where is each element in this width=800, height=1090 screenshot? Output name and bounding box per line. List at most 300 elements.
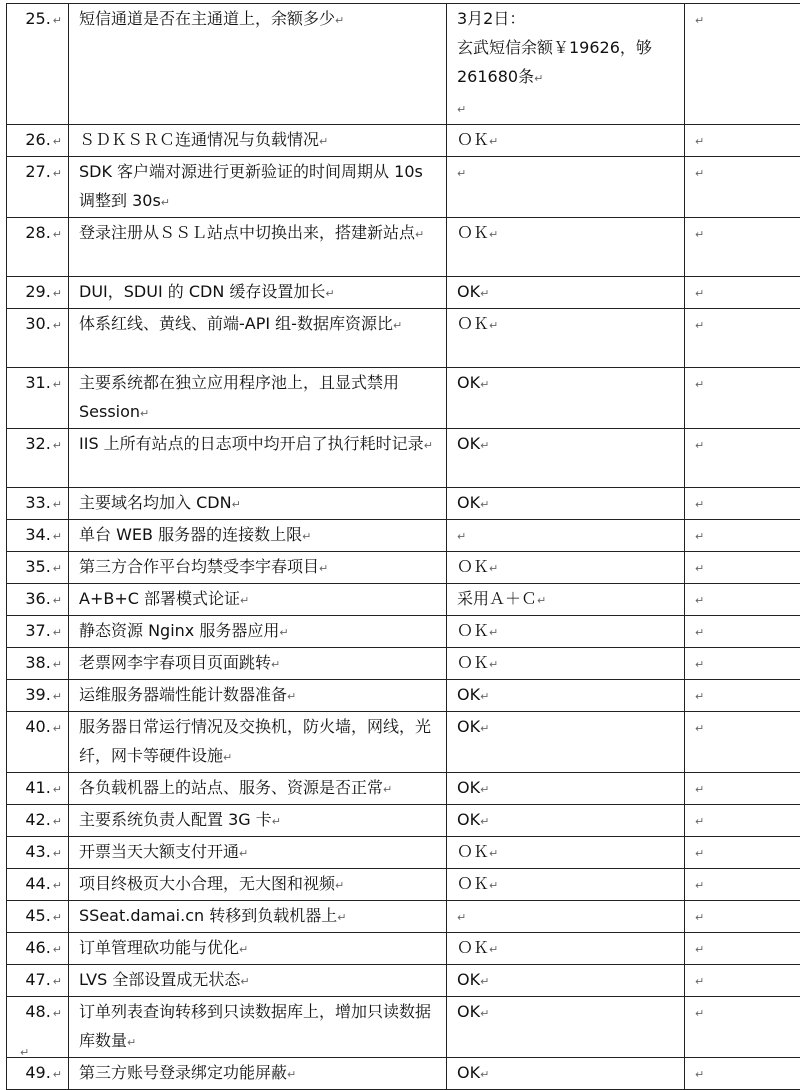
note-cell: [685, 965, 800, 997]
paragraph-mark: ↵: [53, 228, 62, 241]
paragraph-mark: ↵: [457, 530, 466, 543]
status-text: ＯＫ: [457, 938, 489, 957]
table-row: [7, 1058, 800, 1090]
paragraph-mark: ↵: [695, 975, 704, 988]
check-item-cell: [69, 901, 447, 933]
paragraph-mark: ↵: [695, 626, 704, 639]
paragraph-mark: ↵: [53, 658, 62, 671]
paragraph-mark: ↵: [53, 911, 62, 924]
row-number: 33.: [21, 488, 51, 517]
check-item-text: 第三方账号登录绑定功能屏蔽: [79, 1063, 287, 1082]
row-number: 47.: [21, 965, 51, 994]
table-row: [7, 805, 800, 837]
table-row: [7, 837, 800, 869]
row-number: 29.: [21, 277, 51, 306]
note-cell: [685, 368, 800, 429]
table-row: [7, 157, 800, 218]
check-item-text: 第三方合作平台均禁受李宇春项目: [79, 557, 319, 576]
paragraph-mark: ↵: [53, 135, 62, 148]
status-cell: [447, 4, 685, 125]
paragraph-mark: ↵: [537, 594, 546, 607]
paragraph-mark: ↵: [53, 943, 62, 956]
row-number: 31.: [21, 368, 51, 397]
status-text: OK: [457, 373, 480, 392]
check-item-text: 静态资源 Nginx 服务器应用: [79, 621, 279, 640]
paragraph-mark: ↵: [695, 943, 704, 956]
paragraph-mark: ↵: [319, 135, 328, 148]
paragraph-mark: ↵: [480, 722, 489, 735]
row-number-cell: [7, 125, 69, 157]
row-number: 36.: [21, 584, 51, 613]
status-text: OK: [457, 282, 480, 301]
check-item-cell: [69, 552, 447, 584]
paragraph-mark: ↵: [53, 722, 62, 735]
status-cell: [447, 648, 685, 680]
row-number: 49.: [21, 1058, 51, 1087]
check-item-text: SSeat.damai.cn 转移到负载机器上: [79, 906, 337, 925]
status-cell: [447, 368, 685, 429]
row-number: 40.: [21, 712, 51, 741]
check-item-cell: [69, 805, 447, 837]
table-row: [7, 552, 800, 584]
status-cell: [447, 218, 685, 277]
status-cell: [447, 520, 685, 552]
note-cell: [685, 4, 800, 125]
note-cell: [685, 1058, 800, 1090]
paragraph-mark: ↵: [424, 439, 433, 452]
row-number-cell: [7, 488, 69, 520]
paragraph-mark: ↵: [695, 690, 704, 703]
note-cell: [685, 997, 800, 1058]
status-text: ＯＫ: [457, 130, 489, 149]
paragraph-mark: ↵: [53, 498, 62, 511]
check-item-text: LVS 全部设置成无状态: [79, 970, 240, 989]
paragraph-mark: ↵: [393, 319, 402, 332]
status-text: ＯＫ: [457, 314, 489, 333]
status-cell: [447, 933, 685, 965]
table-row: [7, 712, 800, 773]
paragraph-mark: ↵: [480, 1007, 489, 1020]
status-cell: [447, 157, 685, 218]
table-row: [7, 429, 800, 488]
check-item-cell: [69, 1058, 447, 1090]
row-number: 32.: [21, 429, 51, 458]
check-item-text: 主要系统负责人配置 3G 卡: [79, 810, 272, 829]
row-number: 27.: [21, 157, 51, 186]
row-number-cell: [7, 4, 69, 125]
status-text: OK: [457, 778, 480, 797]
paragraph-mark: ↵: [240, 975, 249, 988]
status-text: ＯＫ: [457, 842, 489, 861]
row-number-cell: [7, 901, 69, 933]
row-number: 46.: [21, 933, 51, 962]
row-number-cell: [7, 584, 69, 616]
status-text: OK: [457, 810, 480, 829]
check-item-cell: [69, 869, 447, 901]
check-item-text: SDK 客户端对源进行更新验证的时间周期从 10s 调整到 30s: [79, 162, 423, 210]
paragraph-mark: ↵: [287, 1068, 296, 1081]
table-row: [7, 773, 800, 805]
paragraph-mark: ↵: [287, 690, 296, 703]
paragraph-mark: ↵: [53, 319, 62, 332]
note-cell: [685, 309, 800, 368]
table-row: [7, 125, 800, 157]
paragraph-mark: ↵: [239, 943, 248, 956]
paragraph-mark: ↵: [279, 626, 288, 639]
row-number: 25.: [21, 4, 51, 33]
status-cell: [447, 680, 685, 712]
row-number: 45.: [21, 901, 51, 930]
check-item-cell: [69, 429, 447, 488]
note-cell: [685, 933, 800, 965]
check-item-cell: [69, 648, 447, 680]
paragraph-mark: ↵: [489, 847, 498, 860]
status-cell: [447, 584, 685, 616]
paragraph-mark: ↵: [127, 1036, 136, 1049]
row-number: 37.: [21, 616, 51, 645]
check-item-text: DUI，SDUI 的 CDN 缓存设置加长: [79, 282, 325, 301]
status-text: OK: [457, 685, 480, 704]
table-row: [7, 584, 800, 616]
paragraph-mark: ↵: [53, 562, 62, 575]
row-number: 39.: [21, 680, 51, 709]
paragraph-mark: ↵: [695, 594, 704, 607]
row-number-cell: [7, 368, 69, 429]
status-cell: [447, 309, 685, 368]
paragraph-mark: ↵: [480, 498, 489, 511]
check-item-text: 各负载机器上的站点、服务、资源是否正常: [79, 778, 383, 797]
paragraph-mark: ↵: [489, 943, 498, 956]
row-number-cell: [7, 997, 69, 1058]
paragraph-mark: ↵: [302, 530, 311, 543]
row-number-cell: [7, 805, 69, 837]
paragraph-mark: ↵: [480, 378, 489, 391]
status-cell: [447, 837, 685, 869]
row-number: 43.: [21, 837, 51, 866]
status-text: OK: [457, 717, 480, 736]
paragraph-mark: ↵: [232, 498, 241, 511]
check-item-cell: [69, 309, 447, 368]
status-cell: [447, 997, 685, 1058]
paragraph-mark: ↵: [53, 167, 62, 180]
status-cell: [447, 277, 685, 309]
check-item-cell: [69, 125, 447, 157]
row-number: 26.: [21, 125, 51, 154]
paragraph-mark: ↵: [480, 439, 489, 452]
table-row: [7, 965, 800, 997]
check-item-text: A+B+C 部署模式论证: [79, 589, 240, 608]
paragraph-mark: ↵: [695, 879, 704, 892]
paragraph-mark: ↵: [489, 319, 498, 332]
note-cell: [685, 616, 800, 648]
row-number: 30.: [21, 309, 51, 338]
check-item-cell: [69, 368, 447, 429]
row-number: 35.: [21, 552, 51, 581]
paragraph-mark: ↵: [695, 722, 704, 735]
paragraph-mark: ↵: [457, 167, 466, 180]
row-number: 34.: [21, 520, 51, 549]
paragraph-mark: ↵: [489, 658, 498, 671]
status-text: OK: [457, 434, 480, 453]
paragraph-mark: ↵: [319, 562, 328, 575]
paragraph-mark: ↵: [53, 287, 62, 300]
paragraph-mark: ↵: [695, 439, 704, 452]
check-item-text: IIS 上所有站点的日志项中均开启了执行耗时记录: [79, 434, 424, 453]
note-cell: [685, 648, 800, 680]
paragraph-mark: ↵: [271, 658, 280, 671]
paragraph-mark: ↵: [695, 498, 704, 511]
paragraph-mark: ↵: [457, 103, 466, 116]
check-item-cell: [69, 997, 447, 1058]
check-item-text: 主要系统都在独立应用程序池上，且显式禁用 Session: [79, 373, 399, 421]
status-cell: [447, 805, 685, 837]
paragraph-mark: ↵: [239, 847, 248, 860]
status-cell: [447, 552, 685, 584]
status-text: ＯＫ: [457, 621, 489, 640]
note-cell: [685, 429, 800, 488]
paragraph-mark: ↵: [53, 847, 62, 860]
paragraph-mark: ↵: [695, 658, 704, 671]
row-number-cell: [7, 277, 69, 309]
check-item-text: 主要域名均加入 CDN: [79, 493, 232, 512]
table-row: [7, 309, 800, 368]
row-number-cell: [7, 218, 69, 277]
status-cell: [447, 712, 685, 773]
paragraph-mark: ↵: [53, 815, 62, 828]
status-line: [457, 93, 680, 124]
status-text: ＯＫ: [457, 653, 489, 672]
note-cell: [685, 901, 800, 933]
status-text: OK: [457, 493, 480, 512]
row-number: 38.: [21, 648, 51, 677]
check-item-text: 老票网李宇春项目页面跳转: [79, 653, 271, 672]
paragraph-mark: ↵: [489, 626, 498, 639]
table-row: [7, 218, 800, 277]
paragraph-mark: ↵: [695, 228, 704, 241]
note-cell: [685, 837, 800, 869]
note-cell: [685, 125, 800, 157]
status-cell: [447, 429, 685, 488]
paragraph-mark: ↵: [457, 911, 466, 924]
paragraph-mark: ↵: [695, 1007, 704, 1020]
paragraph-mark: ↵: [695, 135, 704, 148]
paragraph-mark: ↵: [53, 879, 62, 892]
paragraph-mark: ↵: [695, 815, 704, 828]
paragraph-mark: ↵: [480, 287, 489, 300]
check-item-cell: [69, 520, 447, 552]
paragraph-mark: ↵: [480, 783, 489, 796]
paragraph-mark: ↵: [240, 594, 249, 607]
check-item-cell: [69, 157, 447, 218]
paragraph-mark: ↵: [480, 690, 489, 703]
paragraph-mark: ↵: [480, 815, 489, 828]
check-item-cell: [69, 584, 447, 616]
paragraph-mark: ↵: [695, 14, 704, 27]
status-text: ＯＫ: [457, 557, 489, 576]
check-item-text: 服务器日常运行情况及交换机，防火墙，网线，光纤，网卡等硬件设施: [79, 717, 431, 765]
note-cell: [685, 520, 800, 552]
check-item-cell: [69, 680, 447, 712]
paragraph-mark: ↵: [53, 378, 62, 391]
paragraph-mark: ↵: [695, 287, 704, 300]
check-item-text: 项目终极页大小合理，无大图和视频: [79, 874, 335, 893]
row-number: 48.: [21, 997, 51, 1026]
paragraph-mark: ↵: [489, 135, 498, 148]
paragraph-mark: ↵: [695, 378, 704, 391]
paragraph-mark: ↵: [140, 407, 149, 420]
row-number-cell: [7, 429, 69, 488]
paragraph-mark: ↵: [53, 1007, 62, 1020]
paragraph-mark: ↵: [53, 439, 62, 452]
note-cell: [685, 277, 800, 309]
check-item-cell: [69, 965, 447, 997]
row-number-cell: [7, 309, 69, 368]
paragraph-mark: ↵: [53, 975, 62, 988]
check-item-cell: [69, 616, 447, 648]
row-number-cell: [7, 552, 69, 584]
paragraph-mark: ↵: [695, 530, 704, 543]
check-item-cell: [69, 218, 447, 277]
table-row: [7, 488, 800, 520]
paragraph-mark: ↵: [695, 1068, 704, 1081]
paragraph-mark: ↵: [335, 879, 344, 892]
paragraph-mark: ↵: [53, 783, 62, 796]
status-text: 采用Ａ＋Ｃ: [457, 589, 537, 608]
note-cell: [685, 488, 800, 520]
check-item-cell: [69, 933, 447, 965]
row-number: 42.: [21, 805, 51, 834]
check-item-cell: [69, 4, 447, 125]
paragraph-mark: ↵: [695, 319, 704, 332]
paragraph-mark: ↵: [534, 72, 543, 85]
paragraph-mark: ↵: [53, 690, 62, 703]
row-number: 28.: [21, 218, 51, 247]
note-cell: [685, 805, 800, 837]
paragraph-mark: ↵: [480, 975, 489, 988]
status-line: 3月2日：: [457, 4, 680, 33]
paragraph-mark: ↵: [335, 14, 344, 27]
row-number-cell: [7, 837, 69, 869]
status-line: 玄武短信余额￥19626，够: [457, 33, 680, 62]
status-text: OK: [457, 1002, 480, 1021]
table-row: [7, 869, 800, 901]
check-item-cell: [69, 837, 447, 869]
note-cell: [685, 584, 800, 616]
paragraph-mark: ↵: [337, 911, 346, 924]
paragraph-mark: ↵: [415, 228, 424, 241]
table-row: [7, 616, 800, 648]
paragraph-mark: ↵: [161, 196, 170, 209]
row-number-cell: [7, 933, 69, 965]
check-item-text: 短信通道是否在主通道上，余额多少: [79, 9, 335, 28]
row-number-cell: [7, 869, 69, 901]
checklist-body: [7, 4, 800, 1090]
paragraph-mark: ↵: [223, 751, 232, 764]
status-text: ＯＫ: [457, 223, 489, 242]
paragraph-mark: ↵: [20, 1046, 23, 1049]
status-line: 261680条↵: [457, 62, 680, 93]
check-item-cell: [69, 277, 447, 309]
row-number-cell: [7, 712, 69, 773]
table-row: [7, 997, 800, 1058]
status-cell: [447, 488, 685, 520]
status-text: OK: [457, 1063, 480, 1082]
paragraph-mark: ↵: [53, 14, 62, 27]
check-item-text: ＳＤＫＳＲＣ连通情况与负载情况: [79, 130, 319, 149]
note-cell: [685, 712, 800, 773]
table-row: [7, 680, 800, 712]
status-cell: [447, 616, 685, 648]
paragraph-mark: ↵: [489, 562, 498, 575]
table-row: [7, 368, 800, 429]
row-number-cell: [7, 157, 69, 218]
check-item-cell: [69, 773, 447, 805]
row-number: 41.: [21, 773, 51, 802]
check-item-text: 开票当天大额支付开通: [79, 842, 239, 861]
paragraph-mark: ↵: [53, 594, 62, 607]
row-number-cell: [7, 1058, 69, 1090]
table-row: [7, 933, 800, 965]
check-item-text: 单台 WEB 服务器的连接数上限: [79, 525, 302, 544]
status-cell: [447, 901, 685, 933]
check-item-text: 运维服务器端性能计数器准备: [79, 685, 287, 704]
paragraph-mark: ↵: [53, 530, 62, 543]
note-cell: [685, 552, 800, 584]
row-number-cell: [7, 773, 69, 805]
table-row: [7, 277, 800, 309]
row-number-cell: [7, 648, 69, 680]
paragraph-mark: ↵: [480, 1068, 489, 1081]
note-cell: [685, 680, 800, 712]
note-cell: [685, 218, 800, 277]
status-cell: [447, 773, 685, 805]
note-cell: [685, 773, 800, 805]
checklist-table: [6, 3, 800, 1090]
note-cell: [685, 157, 800, 218]
check-item-text: 登录注册从ＳＳＬ站点中切换出来，搭建新站点: [79, 223, 415, 242]
row-number-cell: [7, 965, 69, 997]
table-row: [7, 648, 800, 680]
row-number-cell: [7, 616, 69, 648]
table-row: [7, 4, 800, 125]
paragraph-mark: ↵: [695, 167, 704, 180]
table-row: [7, 520, 800, 552]
paragraph-mark: ↵: [695, 911, 704, 924]
paragraph-mark: ↵: [695, 847, 704, 860]
status-cell: [447, 1058, 685, 1090]
paragraph-mark: ↵: [489, 228, 498, 241]
paragraph-mark: ↵: [489, 879, 498, 892]
paragraph-mark: ↵: [272, 815, 281, 828]
status-text: ＯＫ: [457, 874, 489, 893]
check-item-text: 体系红线、黄线、前端-API 组-数据库资源比: [79, 314, 393, 333]
row-number-cell: [7, 520, 69, 552]
paragraph-mark: ↵: [695, 783, 704, 796]
row-number: 44.: [21, 869, 51, 898]
status-cell: [447, 965, 685, 997]
paragraph-mark: ↵: [383, 783, 392, 796]
status-text: OK: [457, 970, 480, 989]
paragraph-mark: ↵: [695, 562, 704, 575]
status-cell: [447, 869, 685, 901]
paragraph-mark: ↵: [53, 626, 62, 639]
check-item-cell: [69, 488, 447, 520]
check-item-cell: [69, 712, 447, 773]
paragraph-mark: ↵: [325, 287, 334, 300]
status-cell: [447, 125, 685, 157]
check-item-text: 订单管理砍功能与优化: [79, 938, 239, 957]
table-row: [7, 901, 800, 933]
